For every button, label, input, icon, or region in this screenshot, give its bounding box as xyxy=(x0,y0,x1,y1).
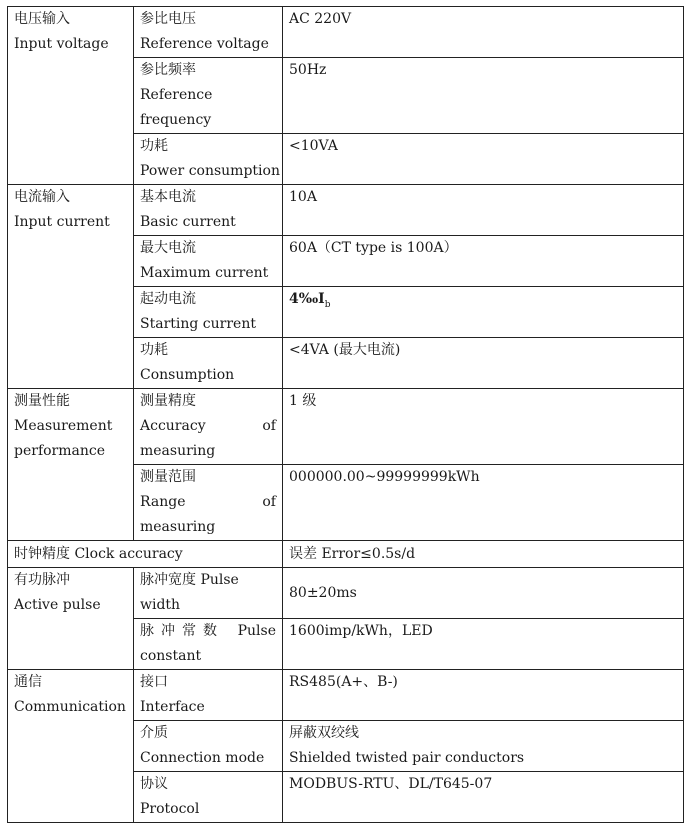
param-connection-mode: 介质 Connection mode xyxy=(134,721,283,772)
param-pulse-constant: 脉冲常数 Pulse constant xyxy=(134,619,283,670)
value-interface: RS485(A+、B-) xyxy=(283,670,684,721)
value-consumption: <4VA (最大电流) xyxy=(283,338,684,389)
param-clock-accuracy: 时钟精度 Clock accuracy xyxy=(8,541,283,568)
value-power-consumption: <10VA xyxy=(283,134,684,185)
value-range: 000000.00~99999999kWh xyxy=(283,465,684,541)
value-reference-voltage: AC 220V xyxy=(283,7,684,58)
param-reference-voltage: 参比电压 Reference voltage xyxy=(134,7,283,58)
table-row xyxy=(8,541,684,568)
table-row xyxy=(8,389,684,465)
value-basic-current: 10A xyxy=(283,185,684,236)
group-communication: 通信 Communication xyxy=(8,670,134,823)
table-row xyxy=(8,7,684,58)
param-protocol: 协议 Protocol xyxy=(134,772,283,823)
value-starting-current: $4‰I_b$ xyxy=(283,287,684,338)
value-clock-accuracy: 误差 Error≤0.5s/d xyxy=(283,541,684,568)
group-input-voltage: 电压输入 Input voltage xyxy=(8,7,134,185)
spec-table xyxy=(7,6,684,823)
param-interface: 接口 Interface xyxy=(134,670,283,721)
param-consumption: 功耗 Consumption xyxy=(134,338,283,389)
param-power-consumption: 功耗 Power consumption xyxy=(134,134,283,185)
param-accuracy: 测量精度 Accuracy of measuring xyxy=(134,389,283,465)
value-connection-mode: 屏蔽双绞线 Shielded twisted pair conductors xyxy=(283,721,684,772)
value-maximum-current: 60A（CT type is 100A） xyxy=(283,236,684,287)
group-measurement-performance: 测量性能 Measurement performance xyxy=(8,389,134,541)
group-active-pulse: 有功脉冲 Active pulse xyxy=(8,568,134,670)
param-basic-current: 基本电流 Basic current xyxy=(134,185,283,236)
table-row xyxy=(8,185,684,236)
value-accuracy: 1 级 xyxy=(283,389,684,465)
param-range: 测量范围 Range of measuring xyxy=(134,465,283,541)
group-input-current: 电流输入 Input current xyxy=(8,185,134,389)
param-pulse-width: 脉冲宽度 Pulse width xyxy=(134,568,283,619)
table-row xyxy=(8,670,684,721)
value-protocol: MODBUS-RTU、DL/T645-07 xyxy=(283,772,684,823)
table-row xyxy=(8,568,684,619)
value-reference-frequency: 50Hz xyxy=(283,58,684,134)
value-pulse-width: 80±20ms xyxy=(283,568,684,619)
param-maximum-current: 最大电流 Maximum current xyxy=(134,236,283,287)
param-starting-current: 起动电流 Starting current xyxy=(134,287,283,338)
value-pulse-constant: 1600imp/kWh，LED xyxy=(283,619,684,670)
param-reference-frequency: 参比频率 Reference frequency xyxy=(134,58,283,134)
